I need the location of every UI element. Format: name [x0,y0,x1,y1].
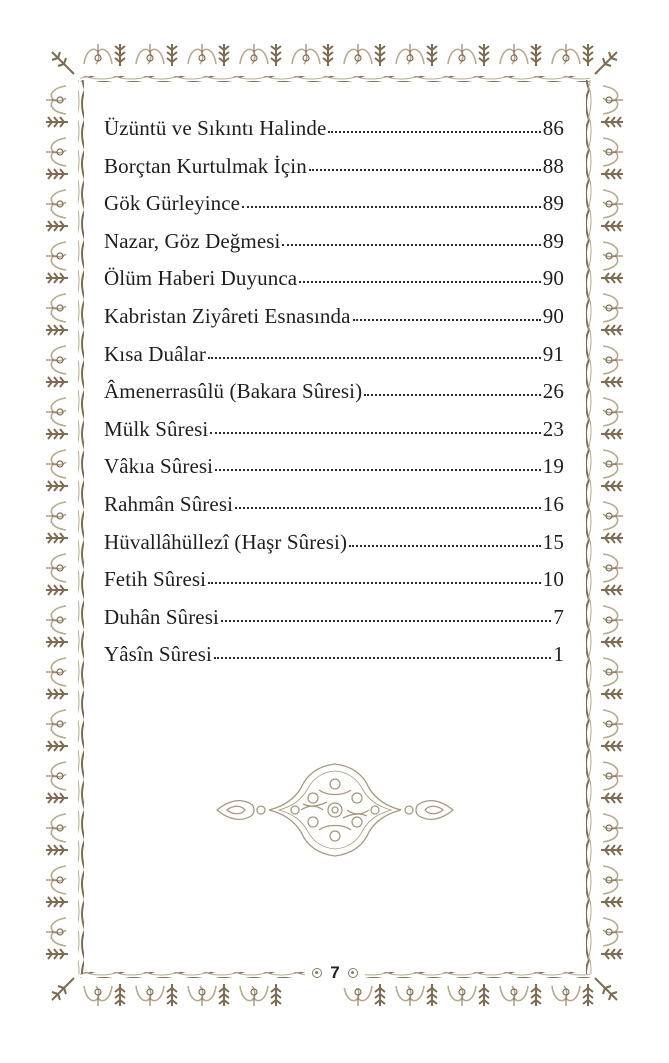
rosette-icon [348,968,358,978]
page-number-area [305,958,365,988]
toc-entry-page: 90 [542,266,564,291]
toc-entry[interactable] [104,639,564,677]
toc-entry-page: 91 [542,341,564,366]
toc-entry-page: 1 [553,642,564,667]
toc-entry[interactable] [104,113,564,151]
dot-leader [309,153,541,173]
toc-entry[interactable] [104,527,564,565]
dot-leader [208,566,541,586]
toc-entry[interactable] [104,602,564,640]
toc-entry-title: Hüvallâhüllezî (Haşr Sûresi) [104,529,348,554]
toc-entry[interactable] [104,226,564,264]
toc-entry[interactable] [104,263,564,301]
toc-entry[interactable] [104,151,564,189]
toc-entry-title: Mülk Sûresi [104,416,209,441]
toc-entry-page: 86 [542,116,564,140]
toc-entry-page: 89 [542,228,564,253]
toc-entry-title: Gök Gürleyince [104,191,241,216]
toc-entry-title: Rahmân Sûresi [104,491,234,516]
page-number: 7 [330,963,340,982]
dot-leader [214,641,551,661]
dot-leader [210,416,540,436]
dot-leader [242,190,541,210]
toc-entry-title: Kabristan Ziyâreti Esnasında [104,303,351,328]
toc-entry-title: Vâkıa Sûresi [104,454,214,479]
toc-entry-title: Nazar, Göz Değmesi [104,228,281,253]
toc-entry-title: Duhân Sûresi [104,604,219,629]
toc-entry-title: Fetih Sûresi [104,567,207,592]
dot-leader [208,341,541,361]
dot-leader [353,303,541,323]
toc-entry-page: 19 [542,454,564,479]
toc-entry[interactable] [104,188,564,226]
toc-entry-title: Üzüntü ve Sıkıntı Halinde [104,116,327,140]
dot-leader [364,378,541,398]
toc-entry-page: 89 [542,191,564,216]
dot-leader [215,453,541,473]
toc-entry[interactable] [104,451,564,489]
toc-entry-title: Yâsîn Sûresi [104,642,212,667]
toc-entry-page: 10 [542,567,564,592]
dot-leader [221,604,551,624]
toc-entry-page: 26 [542,379,564,404]
dot-leader [235,491,541,511]
toc-entry[interactable] [104,489,564,527]
toc-entry-page: 88 [542,153,564,178]
dot-leader [349,529,541,549]
toc-entry-page: 23 [542,416,564,441]
toc-entry[interactable] [104,564,564,602]
toc-entry-title: Ölüm Haberi Duyunca [104,266,298,291]
toc-entry-page: 16 [542,491,564,516]
toc-entry[interactable] [104,414,564,452]
dot-leader [282,228,540,248]
dot-leader [299,265,541,285]
toc-entry[interactable] [104,301,564,339]
rosette-icon [312,968,322,978]
toc-entry-page: 15 [542,529,564,554]
dot-leader [328,115,540,135]
toc-entry-page: 7 [553,604,564,629]
toc-entry-page: 90 [542,303,564,328]
toc-entry[interactable] [104,339,564,377]
toc-entry-title: Âmenerrasûlü (Bakara Sûresi) [104,379,363,404]
toc-entry-title: Borçtan Kurtulmak İçin [104,153,307,178]
toc-entry-title: Kısa Duâlar [104,341,206,366]
floral-medallion-icon [215,760,455,860]
toc-entry[interactable] [104,376,564,414]
table-of-contents [104,113,564,677]
